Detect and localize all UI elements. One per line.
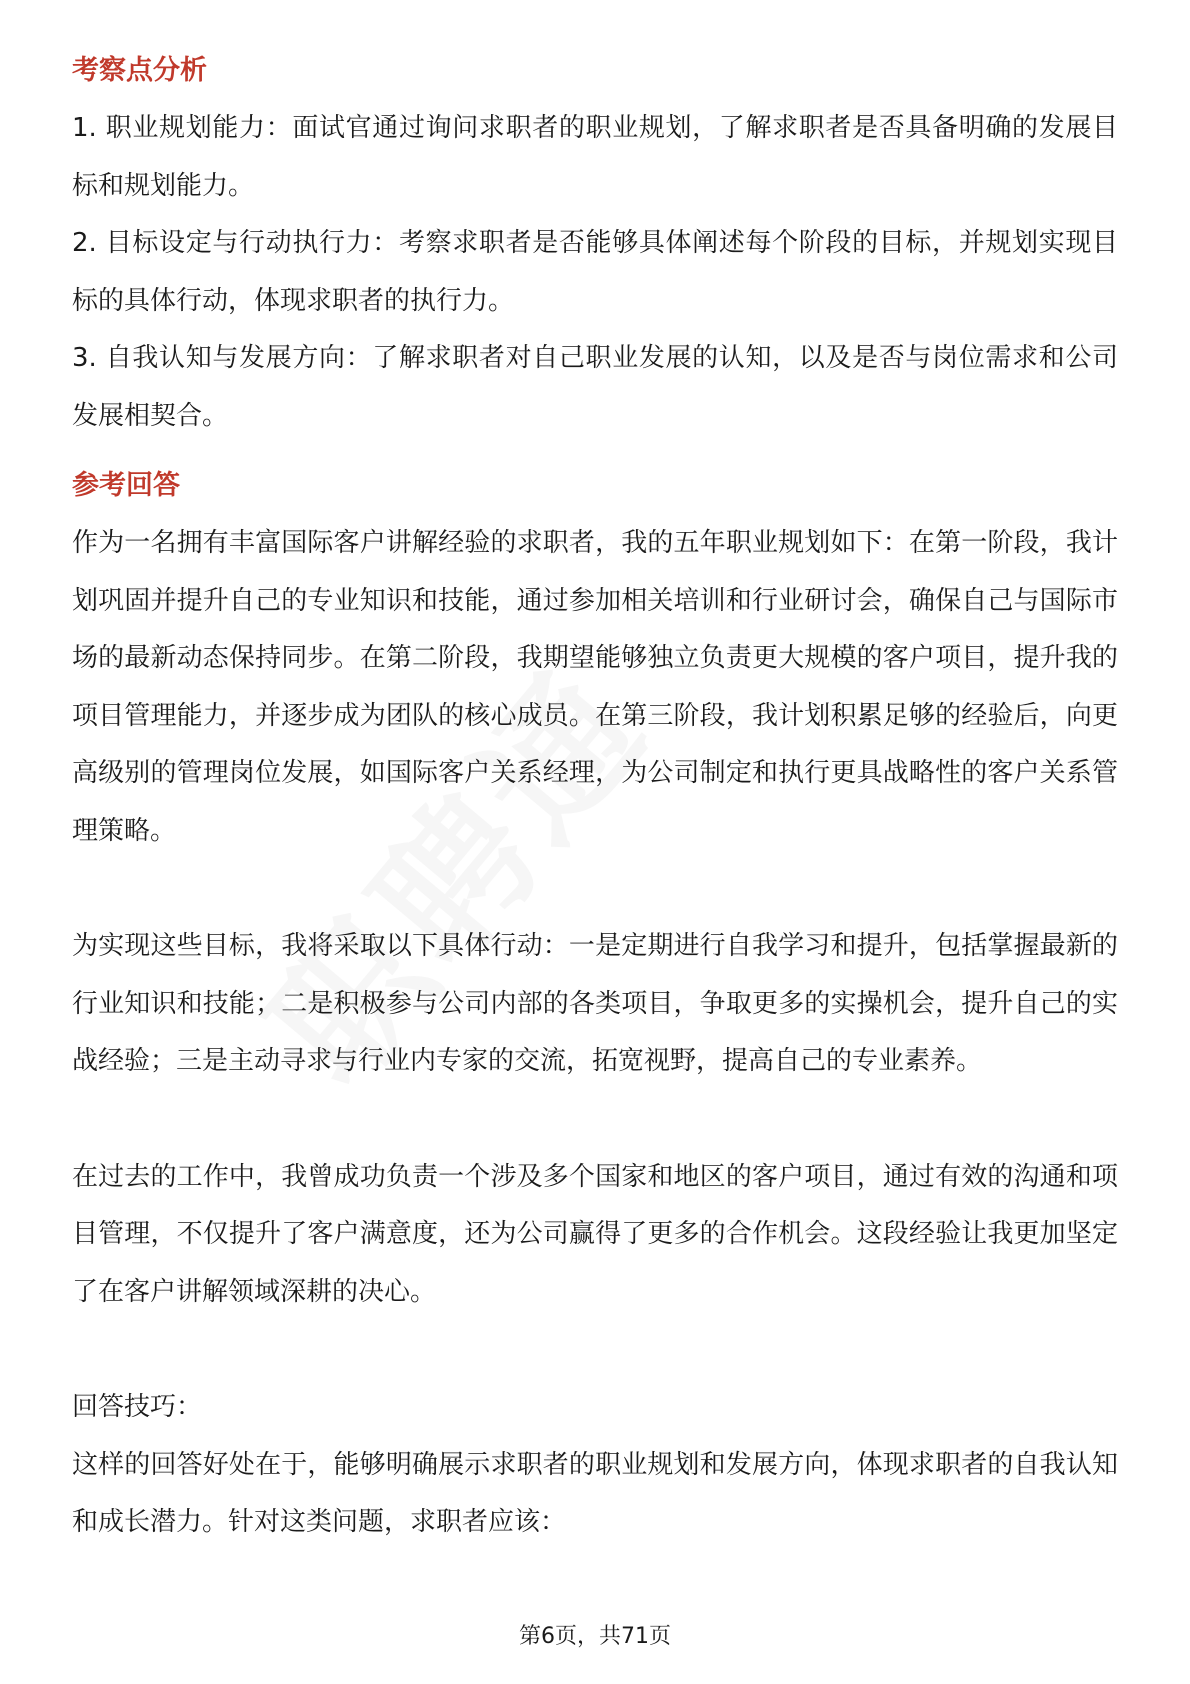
section-heading-reference-answer: 参考回答: [72, 470, 180, 501]
analysis-item: 3. 自我认知与发展方向：了解求职者对自己职业发展的认知，以及是否与岗位需求和公司发展相契合。: [72, 343, 1118, 431]
section-heading-analysis: 考察点分析: [72, 55, 207, 86]
answer-paragraph: 作为一名拥有丰富国际客户讲解经验的求职者，我的五年职业规划如下：在第一阶段，我计划巩固并提升自己的专业知识和技能，通过参加相关培训和行业研讨会，确保自己与国际市场的最新动态保持同步。在第二阶段，我期望能够独立负责更大规模的客户项目，提升我的项目管理能力，并逐步成为团队的核心成员。在第三阶段，我计划积累足够的经验后，向更高级别的管理岗位发展，如国际客户关系经理，为公司制定和执行更具战略性的客户关系管理策略。: [72, 528, 1118, 846]
tips-label: 回答技巧：: [72, 1392, 203, 1422]
tips-text: 这样的回答好处在于，能够明确展示求职者的职业规划和发展方向，体现求职者的自我认知和成长潜力。针对这类问题，求职者应该：: [72, 1449, 1118, 1537]
answer-paragraph: 为实现这些目标，我将采取以下具体行动：一是定期进行自我学习和提升，包括掌握最新的行业知识和技能；二是积极参与公司内部的各类项目，争取更多的实操机会，提升自己的实战经验；三是主动寻求与行业内专家的交流，拓宽视野，提高自己的专业素养。: [72, 931, 1118, 1076]
page-number: 第6页，共71页: [519, 1624, 671, 1649]
page-content: [72, 48, 1118, 1552]
analysis-item: 2. 目标设定与行动执行力：考察求职者是否能够具体阐述每个阶段的目标，并规划实现目标的具体行动，体现求职者的执行力。: [72, 228, 1118, 316]
analysis-item: 1. 职业规划能力：面试官通过询问求职者的职业规划，了解求职者是否具备明确的发展目标和规划能力。: [72, 113, 1118, 201]
answer-paragraph: 在过去的工作中，我曾成功负责一个涉及多个国家和地区的客户项目，通过有效的沟通和项目管理，不仅提升了客户满意度，还为公司赢得了更多的合作机会。这段经验让我更加坚定了在客户讲解领域深耕的决心。: [72, 1161, 1118, 1307]
